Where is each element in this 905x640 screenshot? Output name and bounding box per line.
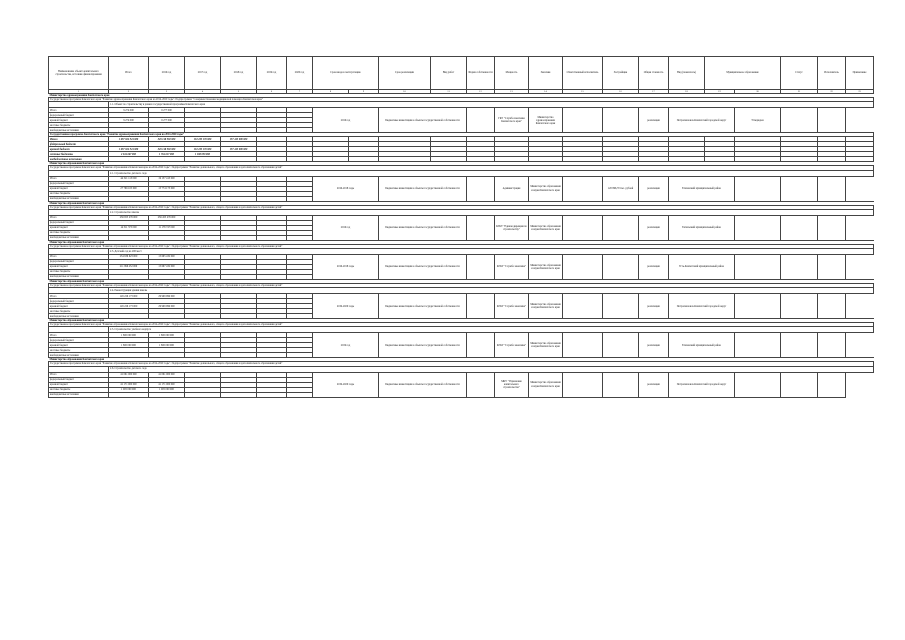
section-title: Министерство образования Камчатского края [49, 201, 874, 205]
note [735, 333, 781, 358]
header-cell: Срок ввода в эксплуатацию [313, 57, 379, 90]
amount-total [109, 392, 149, 397]
column-number: 7 [287, 90, 313, 94]
amount-year: 15 774 173 000 [149, 186, 185, 191]
column-number: 17 [639, 90, 669, 94]
funding-source-label: краевой бюджет [49, 382, 109, 387]
amount-total: 234 936 623 000 [109, 254, 149, 259]
developer [563, 333, 603, 358]
summary-amount: 132 233 135 000 [185, 147, 221, 152]
column-number: 15 [563, 90, 603, 94]
summary-amount: 2 944 667 000 [109, 152, 149, 157]
section-title: Министерство образования Камчатского края [49, 240, 874, 244]
total-cost [603, 108, 639, 133]
object-title: 1.1. Объект по строительству в рамках государственной программы Камчатского края [109, 102, 874, 108]
funding-source-label: федеральный бюджет [49, 259, 109, 264]
funding-source-label: краевой бюджет [49, 147, 109, 152]
summary-amount: 1 657 022 524 000 [109, 137, 149, 142]
funding-source-label: внебюджетные источники [49, 274, 109, 279]
program-title: Государственная программа Камчатского края "Развитие образования в Камчатском крае на 2014-2020 годы". Подпрограмма "Развитие дошкольного, общего образования и дополнительного образования детей" [49, 205, 874, 209]
funding-source-label: Итого [49, 137, 109, 142]
header-cell: Итого [109, 57, 149, 90]
funding-source-label: внебюджетные источники [49, 157, 109, 162]
amount-total: 236 955 276 000 [109, 215, 149, 220]
customer: КГКУ "Служба заказчика" [495, 254, 529, 279]
work-type: Бюджетные инвестиции в объекты государственной собственности [379, 294, 467, 319]
customer: Администрация [495, 176, 529, 201]
amount-total: 126 226 173 000 [109, 294, 149, 299]
responsible-ministry: Министерство образования и науки Камчатского края [529, 215, 563, 240]
amount-total: 44 321 113 000 [109, 176, 149, 181]
funding-source-label: краевой бюджет [49, 186, 109, 191]
header-cell: Наименование объекта капитального строительства, источник финансирования [49, 57, 109, 90]
developer [563, 254, 603, 279]
section-title: Министерство образования Камчатского края [49, 358, 874, 362]
column-number: 6 [257, 90, 287, 94]
extra-col [818, 372, 846, 397]
completion-period: 2016-2018 годы [313, 176, 379, 201]
program-title: Государственная программа Камчатского края "Развитие образования в Камчатском крае на 2014-2020 годы". Подпрограмма "Развитие дошкольного, общего образования и дополнительного образования детей" [49, 166, 874, 170]
amount-year [185, 392, 221, 397]
column-number: 20 [735, 90, 781, 94]
work-type: Бюджетные инвестиции в объекты государственной собственности [379, 215, 467, 240]
funding-source-label: федеральный бюджет [49, 377, 109, 382]
amount-total: 9 274 000 [109, 118, 149, 123]
municipality: Петропавловск-Камчатский городской округ [669, 294, 735, 319]
object-title: 2.4. Реконструкция здания школы [109, 288, 874, 294]
extra-col [818, 254, 846, 279]
total-cost [603, 333, 639, 358]
status: реализация [639, 333, 669, 358]
section-title: Министерство здравоохранения Камчатского края [49, 94, 874, 98]
responsible-ministry: Министерство образования и науки Камчатского края [529, 176, 563, 201]
header-cell: 2019 год [257, 57, 287, 90]
customer: МКУ "Управление капитального строительства" [495, 372, 529, 397]
capacity [467, 294, 495, 319]
header-cell: Форма собственности [467, 57, 495, 90]
municipality: Петропавловск-Камчатский городской округ [669, 372, 735, 397]
funding-source-label: местные бюджеты [49, 309, 109, 314]
amount-year: 41 061 000 000 [149, 372, 185, 377]
funding-source-label: федеральный бюджет [49, 220, 109, 225]
program-title: Государственная программа Камчатского края "Развитие образования в Камчатском крае на 2014-2020 годы". Подпрограмма "Развитие дошкольного, общего образования и дополнительного образования детей" [49, 323, 874, 327]
funding-source-label: Итого [49, 215, 109, 220]
note [735, 215, 781, 240]
developer [563, 108, 603, 133]
amount-year [257, 392, 287, 397]
header-cell: Примечание [846, 57, 874, 90]
header-cell: 2016 год [149, 57, 185, 90]
funding-source-label: местные бюджеты [49, 152, 109, 157]
extra-col [781, 108, 818, 133]
column-number: 2 [109, 90, 149, 94]
summary-amount: 157 423 000 000 [221, 147, 257, 152]
column-number: 1 [49, 90, 109, 94]
status: реализация [639, 215, 669, 240]
header-cell: 2020 год [287, 57, 313, 90]
header-cell: Заказчик [529, 57, 563, 90]
program-title: Государственная программа Камчатского края "Развитие образования в Камчатском крае на 2014-2020 годы". Подпрограмма "Развитие дошкольного, общего образования и дополнительного образования детей" [49, 284, 874, 288]
extra-col [818, 333, 846, 358]
column-number: 21 [781, 90, 818, 94]
summary-amount: 157 423 000 000 [221, 137, 257, 142]
extra-col [781, 294, 818, 319]
object-title: 2.3. Детский сад на 200 мест [109, 248, 874, 254]
amount-total: 9 274 000 [109, 108, 149, 113]
extra-col [781, 215, 818, 240]
municipality: Елизовский муниципальный район [669, 176, 735, 201]
completion-period: 2016 год [313, 215, 379, 240]
developer [563, 215, 603, 240]
section-title: Министерство образования Камчатского края [49, 279, 874, 283]
funding-source-label: местные бюджеты [49, 230, 109, 235]
column-number: 9 [349, 90, 379, 94]
funding-source-label: местные бюджеты [49, 123, 109, 128]
column-number: 23 [846, 90, 874, 94]
header-cell: Исполнитель [818, 57, 846, 90]
total-cost [603, 215, 639, 240]
column-number: 8 [313, 90, 349, 94]
funding-source-label: Итого [49, 254, 109, 259]
note [735, 372, 781, 397]
funding-source-label: местные бюджеты [49, 191, 109, 196]
funding-source-label: федеральный бюджет [49, 113, 109, 118]
developer [563, 372, 603, 397]
header-row [49, 57, 874, 90]
work-type: Бюджетные инвестиции в объекты государственной собственности [379, 333, 467, 358]
total-cost: 120 896,70 тыс. рублей [603, 176, 639, 201]
header-cell: Ответственный исполнитель [563, 57, 603, 90]
amount-year: 29 999 999 000 [149, 294, 185, 299]
header-cell: Статус [781, 57, 818, 90]
funding-source-label: краевой бюджет [49, 225, 109, 230]
responsible-ministry: Министерство образования и науки Камчатского края [529, 333, 563, 358]
header-cell: Общая стоимость [639, 57, 669, 90]
header-cell: Вид (показатель) [669, 57, 705, 90]
amount-total: 41 171 000 000 [109, 382, 149, 387]
extra-col [818, 294, 846, 319]
amount-year [221, 392, 257, 397]
funding-source-label: Итого [49, 372, 109, 377]
total-cost [603, 254, 639, 279]
total-cost [603, 294, 639, 319]
amount-year [149, 392, 185, 397]
object-title: 2.2. Строительство школы [109, 209, 874, 215]
amount-year: 19 137 413 000 [149, 176, 185, 181]
funding-source-label: краевой бюджет [49, 343, 109, 348]
capacity [467, 215, 495, 240]
amount-year: 1 005 000 000 [149, 387, 185, 392]
extra-col [818, 108, 846, 133]
total-cost [603, 372, 639, 397]
summary-amount: 349 148 592 000 [149, 147, 185, 152]
responsible-ministry: Министерство образования и науки Камчатского края [529, 294, 563, 319]
amount-total: 1 800 000 000 [109, 333, 149, 338]
amount-year: 6 277 000 [149, 108, 185, 113]
column-number: 16 [603, 90, 639, 94]
completion-period: 2016-2018 годы [313, 254, 379, 279]
program-title: Государственная программа Камчатского края "Развитие образования в Камчатском крае на 2014-2020 годы". Подпрограмма "Развитие дошкольного, общего образования и дополнительного образования детей" [49, 244, 874, 248]
funding-source-label: федеральный бюджет [49, 142, 109, 147]
work-type: Бюджетные инвестиции в объекты государственной собственности [379, 176, 467, 201]
completion-period: 2019-2020 годы [313, 294, 379, 319]
completion-period: 2019 год [313, 333, 379, 358]
object-title: 2.1. Строительство детского сада [109, 170, 874, 176]
customer: КГКУ "Единая дирекция по строительству" [495, 215, 529, 240]
funding-source-label: Итого [49, 176, 109, 181]
program-title: Государственная программа Камчатского края "Развитие образования в Камчатском крае на 2014-2020 годы". Подпрограмма "Развитие дошкольного, общего образования и дополнительного образования детей" [49, 362, 874, 366]
funding-source-label: внебюджетные источники [49, 353, 109, 358]
header-cell: Застройщик [603, 57, 639, 90]
status: реализация [639, 108, 669, 133]
column-number: 14 [529, 90, 563, 94]
amount-total: 41 061 000 000 [109, 372, 149, 377]
funding-source-label: местные бюджеты [49, 269, 109, 274]
program-title: Государственная программа Камчатского края "Развитие здравоохранения Камчатского края на 2014-2020 годы". Подпрограмма "Совершенствование медицинской помощи в Камчатском крае" [49, 98, 874, 102]
customer: КГКУ "Служба заказчика" [495, 294, 529, 319]
funding-source-label: внебюджетные источники [49, 196, 109, 201]
municipality: Елизовский муниципальный район [669, 333, 735, 358]
extra-col [781, 372, 818, 397]
funding-source-label: местные бюджеты [49, 387, 109, 392]
column-number: 3 [149, 90, 185, 94]
municipality: Тигильский муниципальный район [669, 215, 735, 240]
object-title: 2.6. Строительство детского сада [109, 366, 874, 372]
amount-year [287, 392, 313, 397]
extra-col [781, 333, 818, 358]
note [735, 176, 781, 201]
column-number: 4 [185, 90, 221, 94]
note [735, 254, 781, 279]
capacity [467, 333, 495, 358]
funding-source-label: федеральный бюджет [49, 181, 109, 186]
amount-total: 1 800 000 000 [109, 343, 149, 348]
extra-col [781, 254, 818, 279]
status: реализация [639, 294, 669, 319]
work-type: Бюджетные инвестиции в объекты государственной собственности [379, 254, 467, 279]
amount-total: 1 005 000 000 [109, 387, 149, 392]
amount-year: 1 800 000 000 [149, 333, 185, 338]
funding-source-label: Итого [49, 294, 109, 299]
summary-amount: 1 764 617 000 [149, 152, 185, 157]
column-number: 19 [705, 90, 735, 94]
responsible-ministry: Министерство здравоохранения Камчатского края [529, 108, 563, 133]
work-type: Бюджетные инвестиции в объекты государственной собственности [379, 108, 467, 133]
amount-year: 15 665 432 000 [149, 254, 185, 259]
amount-year: 11 178 747 000 [149, 225, 185, 230]
header-cell: 2018 год [221, 57, 257, 90]
amount-year: 41 171 000 000 [149, 382, 185, 387]
extra-col [781, 176, 818, 201]
amount-year: 15 667 432 000 [149, 264, 185, 269]
header-cell: Срок реализации [379, 57, 431, 90]
funding-source-label: внебюджетные источники [49, 128, 109, 133]
extra-col [818, 215, 846, 240]
work-type: Бюджетные инвестиции в объекты государственной собственности [379, 372, 467, 397]
amount-total: 211 996 252 000 [109, 264, 149, 269]
column-number: 10 [379, 90, 431, 94]
developer [563, 176, 603, 201]
responsible-ministry: Министерство образования и науки Камчатского края [529, 372, 563, 397]
status: реализация [639, 254, 669, 279]
funding-source-label: федеральный бюджет [49, 338, 109, 343]
funding-source-label: Итого [49, 333, 109, 338]
capacity [467, 254, 495, 279]
column-number: 11 [431, 90, 467, 94]
header-cell: Муниципальное образование [705, 57, 781, 90]
extra-col [818, 176, 846, 201]
summary-amount: 349 148 592 000 [149, 137, 185, 142]
amount-total: 126 226 173 000 [109, 304, 149, 309]
completion-period: 2019-2020 годы [313, 372, 379, 397]
status: реализация [639, 176, 669, 201]
section-title: Министерство образования Камчатского края [49, 319, 874, 323]
amount-year: 236 455 276 000 [149, 215, 185, 220]
funding-source-label: краевой бюджет [49, 264, 109, 269]
section-title: Министерство образования Камчатского края [49, 162, 874, 166]
funding-source-label: федеральный бюджет [49, 299, 109, 304]
column-number: 12 [467, 90, 495, 94]
capacity [467, 176, 495, 201]
object-title: 2.5. Строительство учебного корпуса [109, 327, 874, 333]
municipality: Петропавловск-Камчатский городской округ [669, 108, 735, 133]
note: Утвержден [735, 108, 781, 133]
amount-total: 14 311 375 000 [109, 225, 149, 230]
document-page [48, 56, 867, 590]
program-summary-title: Государственная программа Камчатского края "Развитие здравоохранения Камчатского края на 2014-2020 годы" [49, 133, 874, 137]
amount-year: 29 999 999 000 [149, 304, 185, 309]
responsible-ministry: Министерство образования и науки Камчатского края [529, 254, 563, 279]
completion-period: 2016 год [313, 108, 379, 133]
header-cell: Мощность [495, 57, 529, 90]
column-number: 13 [495, 90, 529, 94]
header-cell: Вид работ [431, 57, 467, 90]
funding-source-label: краевой бюджет [49, 118, 109, 123]
header-cell: 2017 год [185, 57, 221, 90]
capacity [467, 108, 495, 133]
municipality: Усть-Камчатский муниципальный район [669, 254, 735, 279]
column-number: 22 [818, 90, 846, 94]
amount-year: 1 800 000 000 [149, 343, 185, 348]
summary-amount: 1 657 022 524 000 [109, 147, 149, 152]
funding-source-label: краевой бюджет [49, 304, 109, 309]
capacity [467, 372, 495, 397]
column-number: 18 [669, 90, 705, 94]
capital-construction-table [48, 56, 874, 398]
funding-source-label: местные бюджеты [49, 348, 109, 353]
customer: КГКУ "Служба заказчика" [495, 333, 529, 358]
column-number: 5 [221, 90, 257, 94]
funding-source-label: Итого [49, 108, 109, 113]
developer [563, 294, 603, 319]
status: реализация [639, 372, 669, 397]
summary-amount: 132 233 135 000 [185, 137, 221, 142]
funding-source-label: внебюджетные источники [49, 314, 109, 319]
note [735, 294, 781, 319]
customer: ГКУ "Служба заказчика Камчатского края" [495, 108, 529, 133]
funding-source-label: внебюджетные источники [49, 392, 109, 397]
funding-source-label: внебюджетные источники [49, 235, 109, 240]
amount-total: 27 766 105 000 [109, 186, 149, 191]
amount-year: 6 277 000 [149, 118, 185, 123]
summary-amount: 1 180 050 000 [185, 152, 221, 157]
